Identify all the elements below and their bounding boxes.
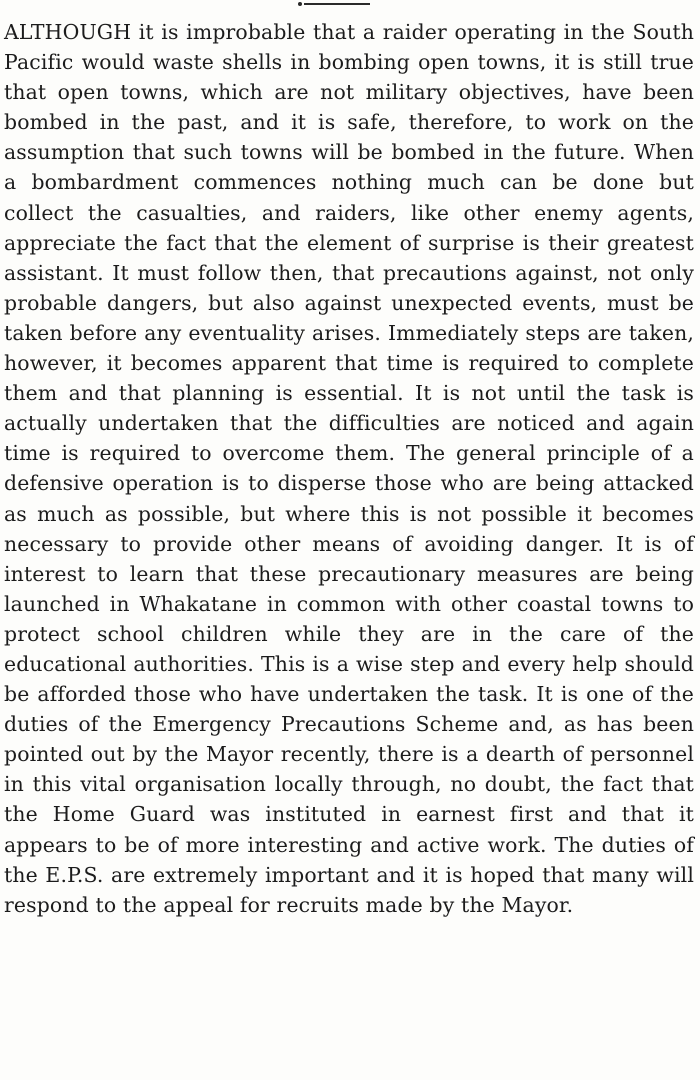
editorial-paragraph: ALTHOUGH it is improbable that a raider operating in the South Pacific would waste shells in bombing open towns, it is still true that open towns, which are not military objectives, have been bombed in the past, and it is safe, therefore, to work on the assumption that such towns will be bombed in the future. When a bombardment commences nothing much can be done but collect the casualties, and raiders, like other enemy agents, appreciate the fact that the element of surprise is their greatest assistant. It must follow then, that precautions against, not only probable dangers, but also against unexpected events, must be taken before any eventuality arises. Immediately steps are taken, however, it becomes apparent that time is required to complete them and that planning is essential. It is not until the task is actually undertaken that the difficulties are noticed and again time is required to overcome them. The general principle of a defensive operation is to disperse those who are being attacked as much as possible, but where this is not possible it becomes necessary to provide other means of avoiding danger. It is of interest to learn that these precautionary measures are being launched in Whakatane in common with other coastal towns to protect school children while they are in the care of the educational authorities. This is a wise step and every help should be afforded those who have undertaken the task. It is one of the duties of the Emergency Precautions Scheme and, as has been pointed out by the Mayor recently, there is a dearth of personnel in this vital organisation locally through, no doubt, the fact that the Home Guard was instituted in earnest first and that it appears to be of more interesting and active work. The duties of the E.P.S. are extremely important and it is hoped that many will respond to the appeal for recruits made by the Mayor. <box>4 20 694 917</box>
column-divider-rule <box>304 3 370 5</box>
